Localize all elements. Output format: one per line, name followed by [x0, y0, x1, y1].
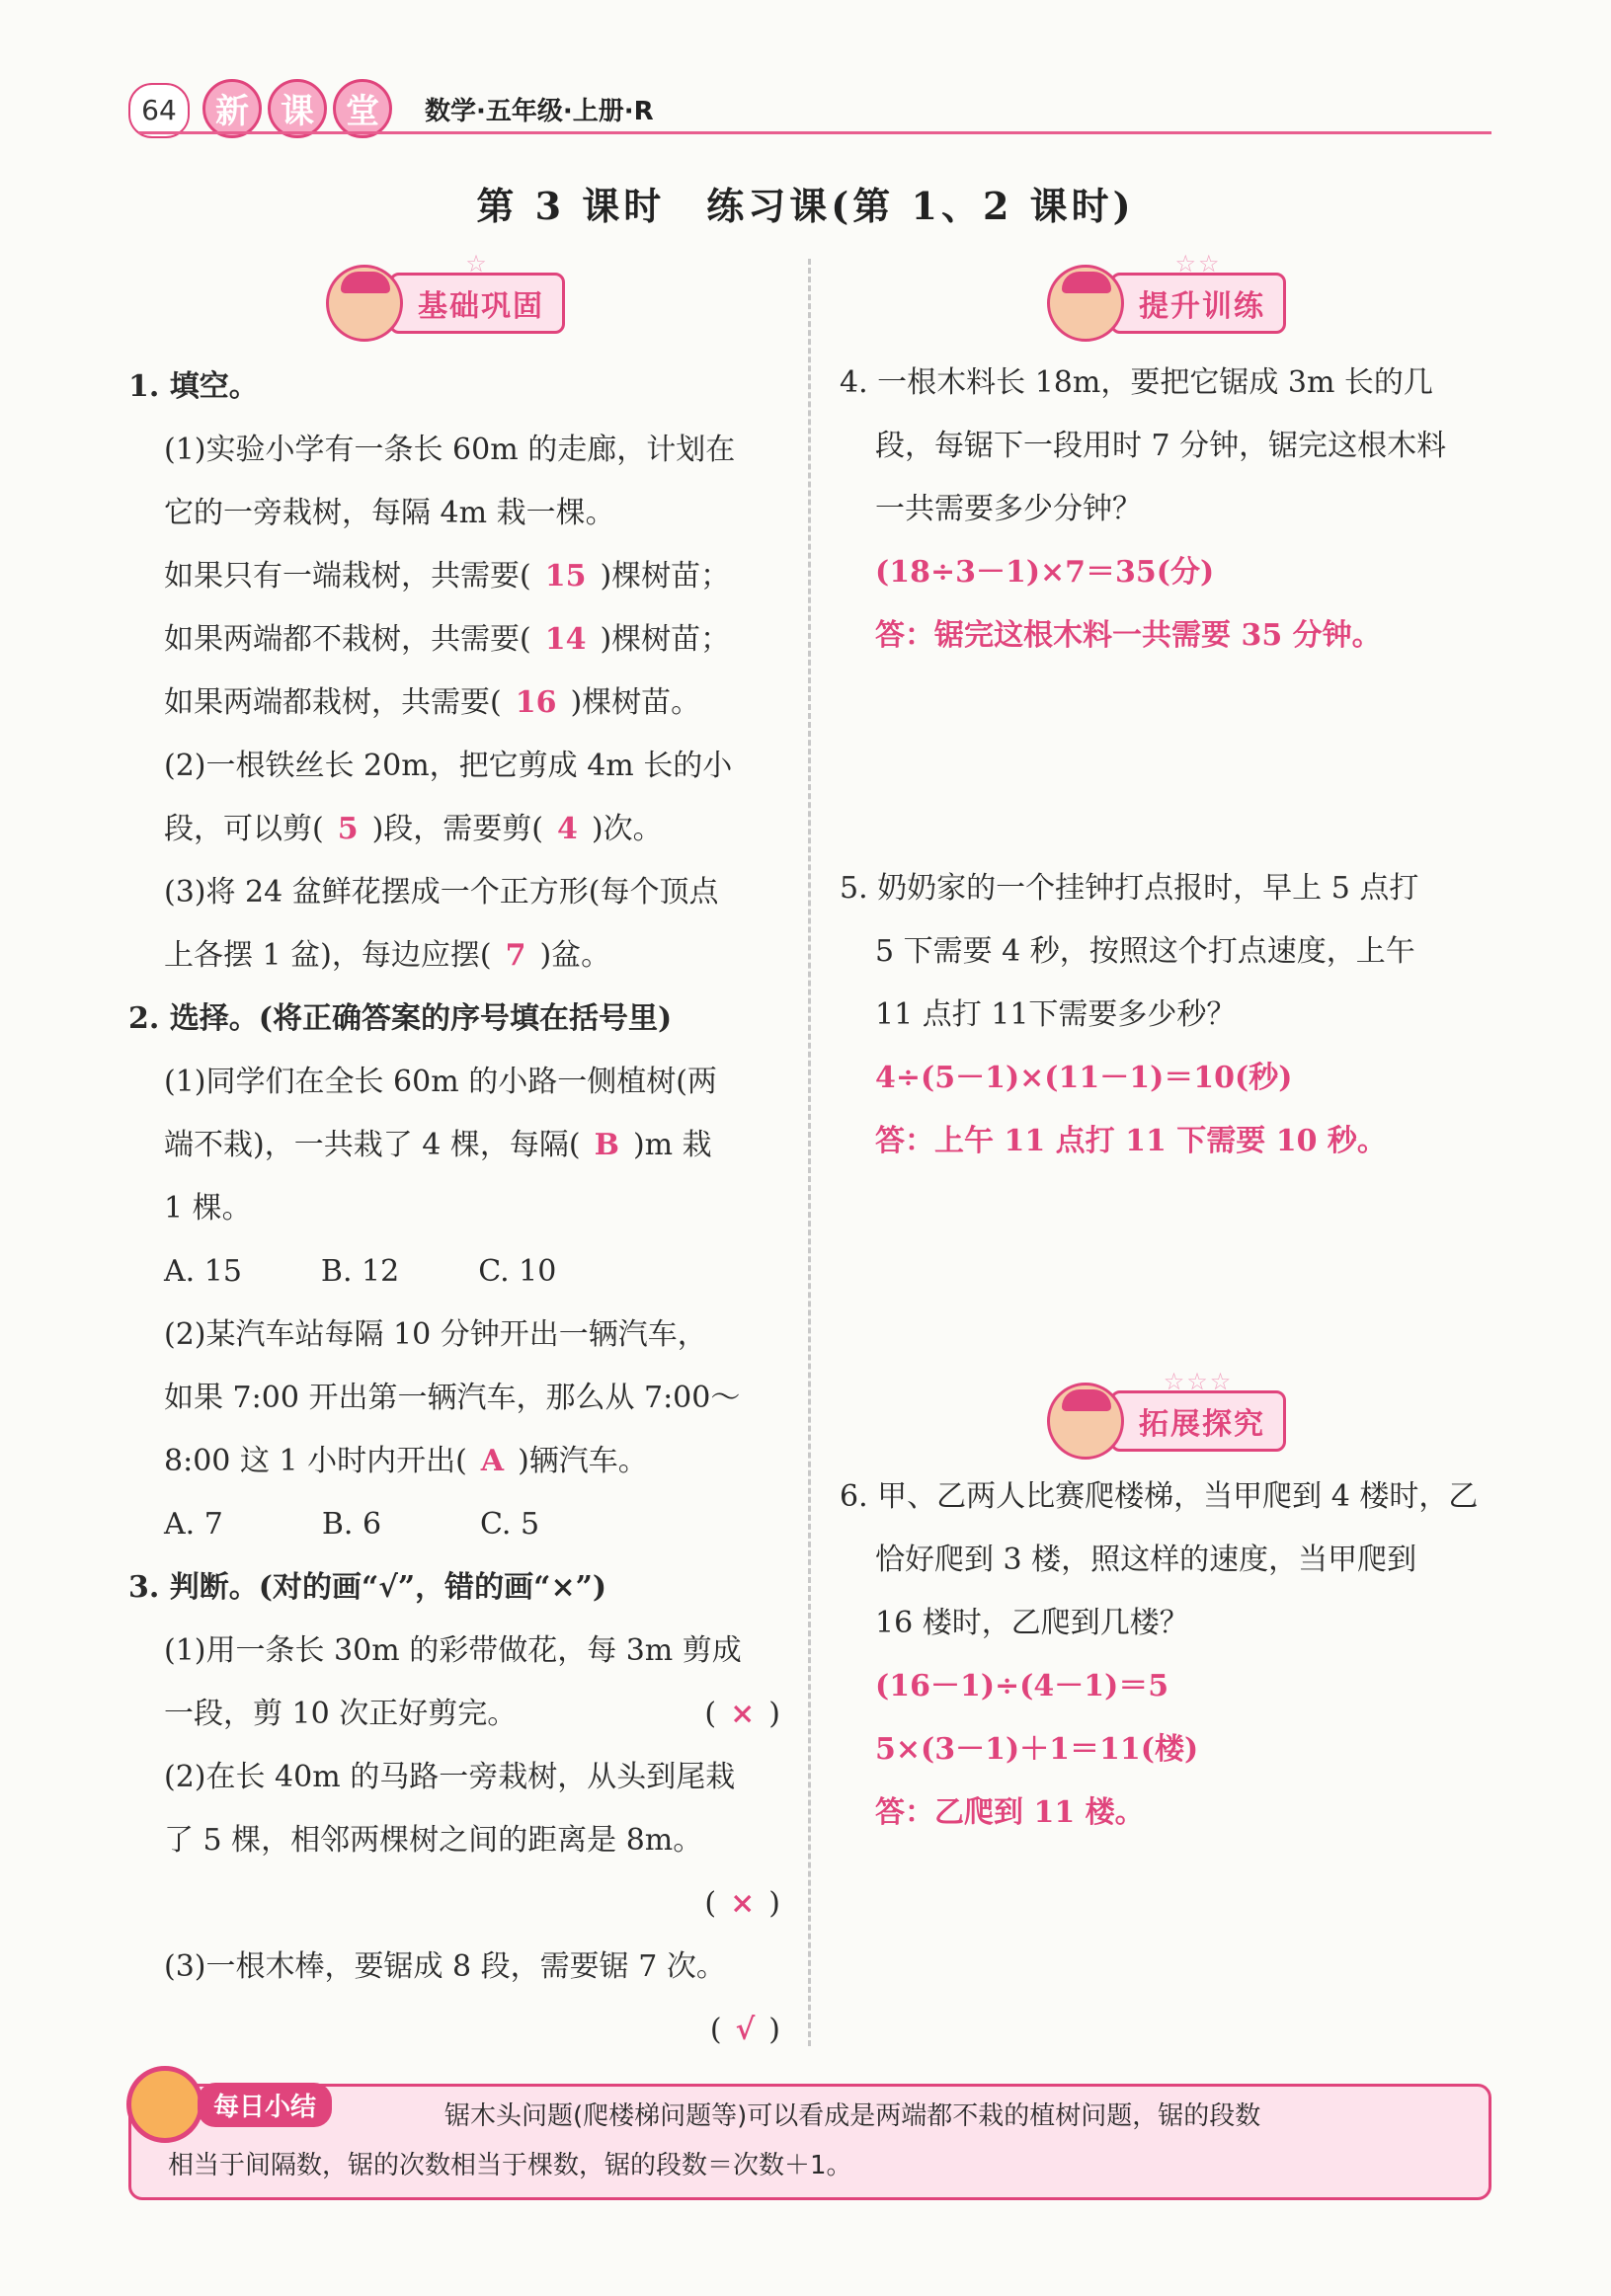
answer-text: A — [480, 1444, 505, 1478]
question-stem: 3. 判断。(对的画“√”，错的画“×”) — [128, 1570, 607, 1605]
child-avatar-icon — [1047, 265, 1124, 342]
fill-line: 8:00 这 1 小时内开出( A )辆汽车。 — [164, 1444, 648, 1478]
solution-answer: 答：上午 11 点打 11 下需要 10 秒。 — [875, 1124, 1387, 1158]
answer-text: B — [594, 1128, 619, 1162]
question-text: 11 点打 11下需要多少秒？ — [875, 997, 1237, 1032]
answer-text: 14 — [544, 622, 587, 657]
brand-char: 堂 — [333, 79, 392, 138]
solution-calc: 5×(3－1)＋1＝11(楼) — [875, 1732, 1199, 1767]
answer-mark: × — [730, 1886, 756, 1921]
answer-mark: √ — [735, 2013, 756, 2047]
option: C. 10 — [478, 1254, 557, 1289]
summary-line: 锯木头问题(爬楼梯问题等)可以看成是两端都不栽的植树问题，锯的段数 — [444, 2101, 1261, 2131]
solution-answer: 答：乙爬到 11 楼。 — [875, 1795, 1145, 1830]
answer-mark: × — [730, 1697, 756, 1731]
question-text: 6. 甲、乙两人比赛爬楼梯，当甲爬到 4 楼时，乙 — [840, 1479, 1479, 1514]
question-text: (2)一根铁丝长 20m，把它剪成 4m 长的小 — [164, 749, 733, 783]
question-text: (1)实验小学有一条长 60m 的走廊，计划在 — [164, 433, 736, 467]
option-row — [128, 1493, 780, 1556]
question-text: 段，每锯下一段用时 7 分钟，锯完这根木料 — [875, 429, 1447, 463]
judge-line: ( √ ) — [709, 2013, 780, 2047]
judge-line: ( × ) — [704, 1886, 780, 1921]
header-rule — [138, 131, 1491, 134]
question-text: 如果 7:00 开出第一辆汽车，那么从 7:00～ — [164, 1381, 741, 1415]
question-text: 恰好爬到 3 楼，照这样的速度，当甲爬到 — [875, 1543, 1417, 1577]
fill-line: 上各摆 1 盆)，每边应摆( 7 )盆。 — [164, 938, 611, 973]
star-rating-icon: ☆☆ — [1174, 250, 1222, 277]
question-stem: 1. 填空。 — [128, 369, 259, 404]
column-divider — [808, 259, 811, 2046]
question-text: 4. 一根木料长 18m，要把它锯成 3m 长的几 — [840, 365, 1433, 400]
section-label: 基础巩固 — [418, 289, 544, 324]
summary-title: 每日小结 — [198, 2083, 332, 2127]
fill-line: 段，可以剪( 5 )段，需要剪( 4 )次。 — [164, 812, 663, 846]
answer-text: 5 — [337, 812, 359, 846]
page-number: 64 — [128, 83, 190, 138]
brand-logo — [202, 79, 392, 138]
solution-answer: 答：锯完这根木料一共需要 35 分钟。 — [875, 618, 1382, 653]
subject-label: 数学·五年级·上册·R — [425, 97, 654, 126]
question-2 — [128, 988, 780, 1556]
question-text: 1 棵。 — [164, 1191, 252, 1226]
answer-text: 15 — [544, 559, 587, 594]
star-rating-icon: ☆☆☆ — [1163, 1368, 1234, 1395]
question-text: (1)用一条长 30m 的彩带做花，每 3m 剪成 — [164, 1633, 742, 1668]
lesson-title: 第 3 课时 练习课(第 1、2 课时) — [476, 184, 1135, 228]
option-row — [128, 1240, 780, 1304]
question-text: 它的一旁栽树，每隔 4m 栽一棵。 — [164, 496, 615, 530]
child-avatar-icon — [1047, 1383, 1124, 1460]
section-badge-advanced — [1047, 250, 1286, 342]
question-text: 一共需要多少分钟？ — [875, 492, 1142, 526]
question-text: (1)同学们在全长 60m 的小路一侧植树(两 — [164, 1065, 717, 1099]
question-6 — [840, 1465, 1491, 1845]
fill-line: 端不栽)，一共栽了 4 棵，每隔( B )m 栽 — [164, 1128, 712, 1162]
brand-char: 课 — [268, 79, 327, 138]
section-label: 提升训练 — [1139, 289, 1265, 324]
section-badge-explore — [1047, 1368, 1286, 1460]
judge-line: 一段，剪 10 次正好剪完。 ( × ) — [164, 1697, 780, 1731]
child-avatar-icon — [326, 265, 403, 342]
question-text: (2)在长 40m 的马路一旁栽树，从头到尾栽 — [164, 1760, 736, 1794]
question-5 — [840, 857, 1491, 1173]
answer-text: 7 — [505, 938, 526, 973]
option: A. 7 — [164, 1507, 223, 1542]
question-1 — [128, 356, 780, 988]
option: C. 5 — [480, 1507, 540, 1542]
option: A. 15 — [164, 1254, 242, 1289]
star-rating-icon: ☆ — [465, 250, 489, 277]
section-badge-basic — [326, 250, 565, 342]
brand-char: 新 — [202, 79, 262, 138]
solution-calc: (18÷3－1)×7＝35(分) — [875, 555, 1215, 590]
question-text: 了 5 棵，相邻两棵树之间的距离是 8m。 — [164, 1823, 703, 1858]
solution-calc: 4÷(5－1)×(11－1)＝10(秒) — [875, 1061, 1293, 1095]
section-label: 拓展探究 — [1139, 1407, 1265, 1442]
solution-calc: (16－1)÷(4－1)＝5 — [875, 1669, 1169, 1703]
question-4 — [840, 352, 1491, 668]
question-3 — [128, 1556, 780, 2062]
question-text: 5 下需要 4 秒，按照这个打点速度，上午 — [875, 934, 1415, 969]
question-stem: 2. 选择。(将正确答案的序号填在括号里) — [128, 1001, 673, 1036]
question-text: 16 楼时，乙爬到几楼？ — [875, 1606, 1189, 1640]
summary-line: 相当于间隔数，锯的次数相当于棵数，锯的段数＝次数＋1。 — [168, 2151, 852, 2180]
lion-mascot-icon — [126, 2066, 203, 2143]
daily-summary-label — [126, 2066, 332, 2143]
option: B. 12 — [320, 1254, 400, 1289]
answer-text: 16 — [515, 685, 557, 720]
question-text: (3)一根木棒，要锯成 8 段，需要锯 7 次。 — [164, 1949, 726, 1984]
answer-text: 4 — [557, 812, 578, 846]
fill-line: 如果只有一端栽树，共需要( 15 )棵树苗； — [164, 559, 731, 594]
question-text: (3)将 24 盆鲜花摆成一个正方形(每个顶点 — [164, 875, 719, 910]
question-text: 5. 奶奶家的一个挂钟打点报时，早上 5 点打 — [840, 871, 1419, 906]
fill-line: 如果两端都不栽树，共需要( 14 )棵树苗； — [164, 622, 731, 657]
option: B. 6 — [321, 1507, 382, 1542]
fill-line: 如果两端都栽树，共需要( 16 )棵树苗。 — [164, 685, 701, 720]
question-text: (2)某汽车站每隔 10 分钟开出一辆汽车， — [164, 1317, 707, 1352]
